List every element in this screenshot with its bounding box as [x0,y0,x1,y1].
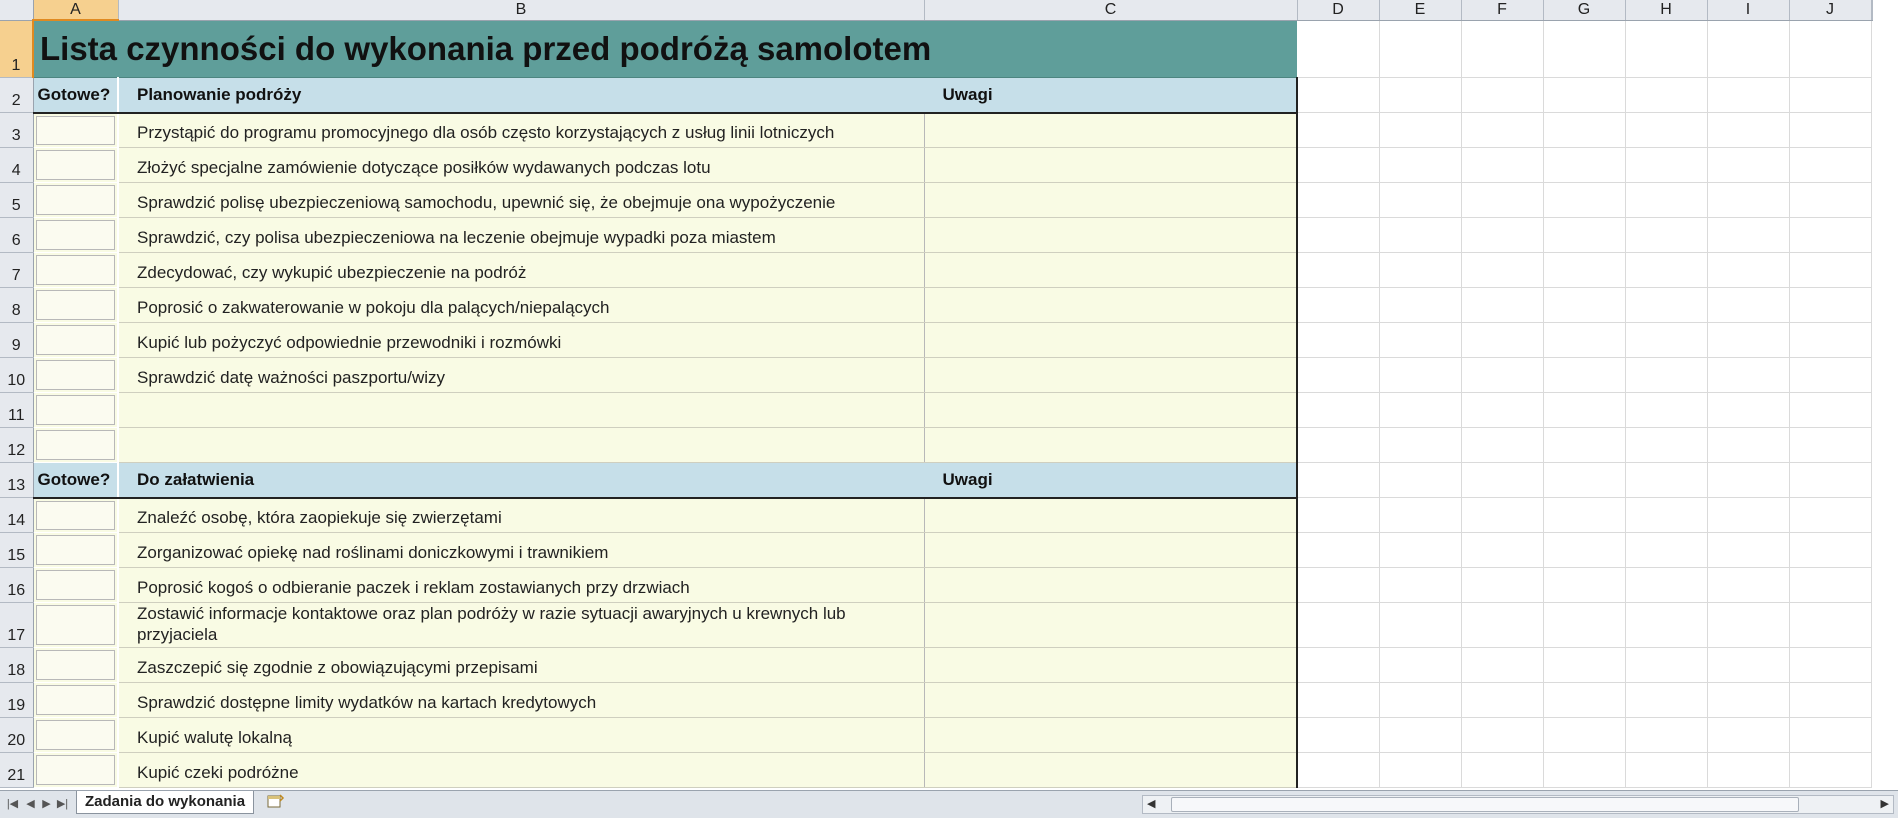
empty-cell[interactable] [1543,753,1625,788]
empty-cell[interactable] [1379,568,1461,603]
empty-cell[interactable] [1379,533,1461,568]
empty-cell[interactable] [1543,113,1625,148]
empty-cell[interactable] [1297,533,1379,568]
empty-cell[interactable] [1297,683,1379,718]
row-header[interactable]: 5 [0,183,33,218]
header-section-title[interactable]: Planowanie podróży [118,78,924,113]
notes-cell[interactable] [924,568,1297,603]
notes-cell[interactable] [924,253,1297,288]
empty-cell[interactable] [1461,393,1543,428]
empty-cell[interactable] [1543,683,1625,718]
header-done[interactable]: Gotowe? [33,78,118,113]
task-cell[interactable]: Kupić lub pożyczyć odpowiednie przewodniki i rozmówki [118,323,924,358]
empty-cell[interactable] [1707,288,1789,323]
checkbox-box[interactable] [36,570,116,600]
empty-cell[interactable] [1707,568,1789,603]
column-header-g[interactable]: G [1543,0,1625,20]
empty-cell[interactable] [1297,568,1379,603]
done-checkbox-cell[interactable] [33,498,118,533]
checkbox-box[interactable] [36,220,116,250]
empty-cell[interactable] [1461,648,1543,683]
task-cell[interactable] [118,428,924,463]
empty-cell[interactable] [1789,148,1871,183]
empty-cell[interactable] [1461,148,1543,183]
empty-cell[interactable] [1461,683,1543,718]
empty-cell[interactable] [1789,288,1871,323]
row-header[interactable]: 18 [0,648,33,683]
notes-cell[interactable] [924,603,1297,648]
empty-cell[interactable] [1789,603,1871,648]
horizontal-scrollbar[interactable] [1142,795,1894,814]
done-checkbox-cell[interactable] [33,428,118,463]
done-checkbox-cell[interactable] [33,568,118,603]
empty-cell[interactable] [1297,428,1379,463]
empty-cell[interactable] [1379,148,1461,183]
empty-cell[interactable] [1297,113,1379,148]
empty-cell[interactable] [1625,753,1707,788]
task-cell[interactable]: Złożyć specjalne zamówienie dotyczące posiłków wydawanych podczas lotu [118,148,924,183]
checkbox-box[interactable] [36,755,116,785]
empty-cell[interactable] [1707,148,1789,183]
row-header[interactable]: 19 [0,683,33,718]
checkbox-box[interactable] [36,325,116,355]
empty-cell[interactable] [1379,183,1461,218]
row-header[interactable]: 14 [0,498,33,533]
empty-cell[interactable] [1789,428,1871,463]
empty-cell[interactable] [1461,463,1543,498]
empty-cell[interactable] [1461,288,1543,323]
column-header-i[interactable]: I [1707,0,1789,20]
column-header-h[interactable]: H [1625,0,1707,20]
done-checkbox-cell[interactable] [33,603,118,648]
notes-cell[interactable] [924,683,1297,718]
scroll-right-icon[interactable]: ▶ [1880,798,1889,810]
column-header-d[interactable]: D [1297,0,1379,20]
row-header[interactable]: 9 [0,323,33,358]
empty-cell[interactable] [1707,648,1789,683]
empty-cell[interactable] [1625,183,1707,218]
empty-cell[interactable] [1625,148,1707,183]
task-cell[interactable]: Zaszczepić się zgodnie z obowiązującymi przepisami [118,648,924,683]
empty-cell[interactable] [1789,498,1871,533]
checkbox-box[interactable] [36,535,116,565]
task-cell[interactable]: Sprawdzić, czy polisa ubezpieczeniowa na leczenie obejmuje wypadki poza miastem [118,218,924,253]
column-header-b[interactable]: B [118,0,924,20]
scroll-left-icon[interactable]: ◀ [1147,798,1156,810]
task-cell[interactable] [118,393,924,428]
empty-cell[interactable] [1297,753,1379,788]
empty-cell[interactable] [1297,183,1379,218]
empty-cell[interactable] [1625,323,1707,358]
empty-cell[interactable] [1461,428,1543,463]
empty-cell[interactable] [1379,20,1461,78]
empty-cell[interactable] [1625,20,1707,78]
empty-cell[interactable] [1543,288,1625,323]
empty-cell[interactable] [1707,498,1789,533]
empty-cell[interactable] [1379,648,1461,683]
task-cell[interactable]: Kupić walutę lokalną [118,718,924,753]
empty-cell[interactable] [1625,253,1707,288]
empty-cell[interactable] [1789,20,1871,78]
task-cell[interactable]: Przystąpić do programu promocyjnego dla osób często korzystających z usług linii lotniczych [118,113,924,148]
row-header[interactable]: 6 [0,218,33,253]
empty-cell[interactable] [1625,498,1707,533]
row-header[interactable]: 20 [0,718,33,753]
column-header-a[interactable]: A [33,0,118,20]
checkbox-box[interactable] [36,650,116,680]
empty-cell[interactable] [1379,358,1461,393]
checkbox-box[interactable] [36,430,116,460]
empty-cell[interactable] [1297,718,1379,753]
empty-cell[interactable] [1379,753,1461,788]
notes-cell[interactable] [924,498,1297,533]
row-header[interactable]: 12 [0,428,33,463]
notes-cell[interactable] [924,393,1297,428]
empty-cell[interactable] [1625,218,1707,253]
empty-cell[interactable] [1461,358,1543,393]
empty-cell[interactable] [1543,603,1625,648]
task-cell[interactable]: Znaleźć osobę, która zaopiekuje się zwierzętami [118,498,924,533]
empty-cell[interactable] [1707,183,1789,218]
empty-cell[interactable] [1625,568,1707,603]
empty-cell[interactable] [1297,358,1379,393]
row-header[interactable]: 16 [0,568,33,603]
prev-sheet-icon[interactable]: ◀ [26,798,35,810]
checkbox-box[interactable] [36,720,116,750]
done-checkbox-cell[interactable] [33,148,118,183]
column-header-f[interactable]: F [1461,0,1543,20]
header-notes[interactable]: Uwagi [924,463,1297,498]
sheet-tab-zadania[interactable]: Zadania do wykonania [76,791,254,814]
empty-cell[interactable] [1543,183,1625,218]
empty-cell[interactable] [1543,78,1625,113]
header-done[interactable]: Gotowe? [33,463,118,498]
task-cell[interactable]: Kupić czeki podróżne [118,753,924,788]
last-sheet-icon[interactable]: ▶| [56,798,69,810]
empty-cell[interactable] [1625,683,1707,718]
task-cell[interactable]: Poprosić kogoś o odbieranie paczek i reklam zostawianych przy drzwiach [118,568,924,603]
notes-cell[interactable] [924,428,1297,463]
empty-cell[interactable] [1707,718,1789,753]
done-checkbox-cell[interactable] [33,718,118,753]
row-header[interactable]: 13 [0,463,33,498]
checkbox-box[interactable] [36,290,116,320]
empty-cell[interactable] [1707,113,1789,148]
empty-cell[interactable] [1543,148,1625,183]
notes-cell[interactable] [924,718,1297,753]
done-checkbox-cell[interactable] [33,648,118,683]
done-checkbox-cell[interactable] [33,533,118,568]
done-checkbox-cell[interactable] [33,358,118,393]
empty-cell[interactable] [1707,463,1789,498]
empty-cell[interactable] [1707,533,1789,568]
notes-cell[interactable] [924,218,1297,253]
empty-cell[interactable] [1625,533,1707,568]
checkbox-box[interactable] [36,255,116,285]
empty-cell[interactable] [1625,393,1707,428]
done-checkbox-cell[interactable] [33,253,118,288]
done-checkbox-cell[interactable] [33,393,118,428]
scrollbar-thumb[interactable] [1171,797,1799,812]
row-header[interactable]: 10 [0,358,33,393]
empty-cell[interactable] [1625,288,1707,323]
empty-cell[interactable] [1297,20,1379,78]
notes-cell[interactable] [924,753,1297,788]
empty-cell[interactable] [1543,533,1625,568]
empty-cell[interactable] [1461,603,1543,648]
empty-cell[interactable] [1707,218,1789,253]
empty-cell[interactable] [1789,463,1871,498]
row-header[interactable]: 2 [0,78,33,113]
task-cell[interactable]: Poprosić o zakwaterowanie w pokoju dla palących/niepalących [118,288,924,323]
empty-cell[interactable] [1461,753,1543,788]
row-header[interactable]: 17 [0,603,33,648]
done-checkbox-cell[interactable] [33,288,118,323]
empty-cell[interactable] [1461,20,1543,78]
empty-cell[interactable] [1379,78,1461,113]
empty-cell[interactable] [1379,113,1461,148]
empty-cell[interactable] [1379,288,1461,323]
empty-cell[interactable] [1543,323,1625,358]
header-notes[interactable]: Uwagi [924,78,1297,113]
empty-cell[interactable] [1379,393,1461,428]
empty-cell[interactable] [1543,393,1625,428]
empty-cell[interactable] [1297,393,1379,428]
task-cell[interactable]: Sprawdzić dostępne limity wydatków na kartach kredytowych [118,683,924,718]
empty-cell[interactable] [1543,428,1625,463]
empty-cell[interactable] [1707,603,1789,648]
sheet-tab-bar [0,790,1898,818]
task-cell[interactable]: Zostawić informacje kontaktowe oraz plan podróży w razie sytuacji awaryjnych u krewnych lub przyjaciela [118,603,924,648]
empty-cell[interactable] [1789,358,1871,393]
empty-cell[interactable] [1461,113,1543,148]
row-header[interactable]: 3 [0,113,33,148]
empty-cell[interactable] [1789,533,1871,568]
empty-cell[interactable] [1789,183,1871,218]
empty-cell[interactable] [1461,533,1543,568]
insert-sheet-icon[interactable] [266,793,288,811]
empty-cell[interactable] [1789,648,1871,683]
first-sheet-icon[interactable]: |◀ [6,798,19,810]
notes-cell[interactable] [924,533,1297,568]
title-cell[interactable] [33,20,1297,78]
empty-cell[interactable] [1461,253,1543,288]
empty-cell[interactable] [1625,603,1707,648]
empty-cell[interactable] [1379,683,1461,718]
notes-cell[interactable] [924,288,1297,323]
empty-cell[interactable] [1625,648,1707,683]
empty-cell[interactable] [1707,428,1789,463]
empty-cell[interactable] [1543,718,1625,753]
empty-cell[interactable] [1379,463,1461,498]
empty-cell[interactable] [1297,288,1379,323]
checkbox-box[interactable] [36,395,116,425]
empty-cell[interactable] [1543,463,1625,498]
empty-cell[interactable] [1297,463,1379,498]
empty-cell[interactable] [1543,218,1625,253]
checkbox-box[interactable] [36,501,116,531]
notes-cell[interactable] [924,183,1297,218]
done-checkbox-cell[interactable] [33,323,118,358]
empty-cell[interactable] [1461,323,1543,358]
empty-cell[interactable] [1625,428,1707,463]
empty-cell[interactable] [1379,603,1461,648]
column-header-j[interactable]: J [1789,0,1871,20]
task-cell[interactable]: Zdecydować, czy wykupić ubezpieczenie na podróż [118,253,924,288]
empty-cell[interactable] [1379,323,1461,358]
empty-cell[interactable] [1297,498,1379,533]
empty-cell[interactable] [1297,648,1379,683]
row-header[interactable]: 7 [0,253,33,288]
empty-cell[interactable] [1543,20,1625,78]
empty-cell[interactable] [1379,428,1461,463]
empty-cell[interactable] [1543,498,1625,533]
empty-cell[interactable] [1789,718,1871,753]
empty-cell[interactable] [1789,113,1871,148]
next-sheet-icon[interactable]: ▶ [42,798,51,810]
task-cell[interactable]: Sprawdzić polisę ubezpieczeniową samochodu, upewnić się, że obejmuje ona wypożyczenie [118,183,924,218]
notes-cell[interactable] [924,148,1297,183]
row-header[interactable]: 21 [0,753,33,788]
done-checkbox-cell[interactable] [33,183,118,218]
empty-cell[interactable] [1543,568,1625,603]
checkbox-box[interactable] [36,685,116,715]
empty-cell[interactable] [1543,358,1625,393]
empty-cell[interactable] [1707,358,1789,393]
empty-cell[interactable] [1297,253,1379,288]
empty-cell[interactable] [1461,568,1543,603]
done-checkbox-cell[interactable] [33,753,118,788]
empty-cell[interactable] [1789,253,1871,288]
empty-cell[interactable] [1543,648,1625,683]
empty-cell[interactable] [1461,78,1543,113]
empty-cell[interactable] [1625,718,1707,753]
checkbox-box[interactable] [36,605,116,645]
empty-cell[interactable] [1707,753,1789,788]
done-checkbox-cell[interactable] [33,683,118,718]
empty-cell[interactable] [1789,323,1871,358]
empty-cell[interactable] [1297,148,1379,183]
empty-cell[interactable] [1297,78,1379,113]
notes-cell[interactable] [924,113,1297,148]
empty-cell[interactable] [1379,218,1461,253]
empty-cell[interactable] [1789,78,1871,113]
empty-cell[interactable] [1789,753,1871,788]
checkbox-box[interactable] [36,116,116,146]
checkbox-box[interactable] [36,360,116,390]
empty-cell[interactable] [1461,498,1543,533]
column-header-c[interactable]: C [924,0,1297,20]
done-checkbox-cell[interactable] [33,113,118,148]
row-header[interactable]: 4 [0,148,33,183]
checkbox-box[interactable] [36,150,116,180]
notes-cell[interactable] [924,323,1297,358]
empty-cell[interactable] [1379,253,1461,288]
done-checkbox-cell[interactable] [33,218,118,253]
empty-cell[interactable] [1707,393,1789,428]
empty-cell[interactable] [1625,463,1707,498]
empty-cell[interactable] [1379,498,1461,533]
column-header-e[interactable]: E [1379,0,1461,20]
empty-cell[interactable] [1379,718,1461,753]
empty-cell[interactable] [1707,683,1789,718]
column-header-extra[interactable] [1871,0,1872,20]
empty-cell[interactable] [1297,218,1379,253]
row-header[interactable]: 11 [0,393,33,428]
select-all-corner[interactable] [0,0,33,20]
task-cell[interactable]: Sprawdzić datę ważności paszportu/wizy [118,358,924,393]
empty-cell[interactable] [1543,253,1625,288]
empty-cell[interactable] [1789,218,1871,253]
empty-cell[interactable] [1707,253,1789,288]
empty-cell[interactable] [1625,78,1707,113]
page-title: Lista czynności do wykonania przed podróżą samolotem [40,30,932,67]
notes-cell[interactable] [924,358,1297,393]
row-header[interactable]: 15 [0,533,33,568]
empty-cell[interactable] [1707,78,1789,113]
empty-cell[interactable] [1625,113,1707,148]
task-cell[interactable]: Zorganizować opiekę nad roślinami doniczkowymi i trawnikiem [118,533,924,568]
row-header[interactable]: 8 [0,288,33,323]
empty-cell[interactable] [1707,20,1789,78]
row-header[interactable]: 1 [0,20,33,78]
header-section-title[interactable]: Do załatwienia [118,463,924,498]
empty-cell[interactable] [1707,323,1789,358]
empty-cell[interactable] [1461,183,1543,218]
empty-cell[interactable] [1789,393,1871,428]
empty-cell[interactable] [1789,683,1871,718]
checkbox-box[interactable] [36,185,116,215]
empty-cell[interactable] [1461,718,1543,753]
notes-cell[interactable] [924,648,1297,683]
empty-cell[interactable] [1461,218,1543,253]
empty-cell[interactable] [1297,603,1379,648]
empty-cell[interactable] [1789,568,1871,603]
empty-cell[interactable] [1297,323,1379,358]
empty-cell[interactable] [1625,358,1707,393]
